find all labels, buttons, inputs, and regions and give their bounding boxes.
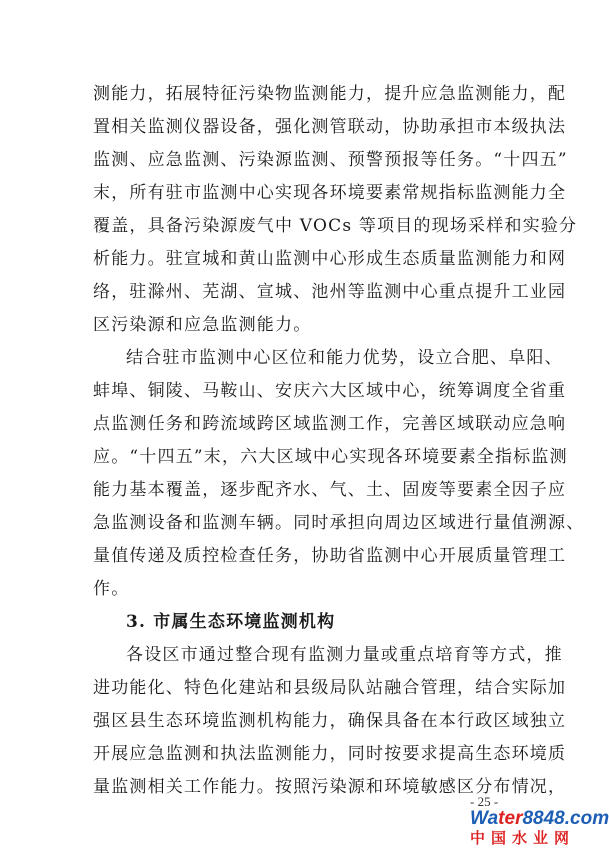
text-line: 能力基本覆盖，逐步配齐水、气、土、固废等要素全因子应: [93, 480, 567, 500]
text-line: 区污染源和应急监测能力。: [93, 315, 312, 335]
text-line: 急监测设备和监测车辆。同时承担向周边区域进行量值溯源、: [93, 513, 585, 533]
text-line: 覆盖，具备污染源废气中 VOCs 等项目的现场采样和实验分: [93, 216, 578, 236]
watermark-brand-part: ter: [498, 808, 523, 829]
text-line: 析能力。驻宣城和黄山监测中心形成生态质量监测能力和网: [93, 249, 567, 269]
text-line: 点监测任务和跨流域跨区域监测工作，完善区域联动应急响: [93, 414, 567, 434]
text-line: 应。“十四五”末，六大区域中心实现各环境要素全指标监测: [93, 447, 568, 467]
section-heading: 3. 市属生态环境监测机构: [126, 612, 336, 632]
text-line: 各设区市通过整合现有监测力量或重点培育等方式，推: [126, 645, 563, 665]
text-line: 蚌埠、铜陵、马鞍山、安庆六大区域中心，统筹调度全省重: [93, 381, 567, 401]
text-line: 强区县生态环境监测机构能力，确保具备在本行政区域独立: [93, 711, 567, 731]
page-number: - 25 -: [470, 794, 499, 809]
watermark-brand-part: 8848: [522, 808, 565, 829]
text-line: 作。: [93, 579, 130, 599]
text-line: 置相关监测仪器设备，强化测管联动，协助承担市本级执法: [93, 117, 567, 137]
text-line: 量监测相关工作能力。按照污染源和环境敏感区分布情况，: [93, 777, 567, 797]
watermark-brand-part: Wa: [470, 808, 499, 829]
watermark-subtitle: 中国水业网: [470, 830, 576, 847]
text-line: 末，所有驻市监测中心实现各环境要素常规指标监测能力全: [93, 183, 567, 203]
text-line: 进功能化、特色化建站和县级局队站融合管理，结合实际加: [93, 678, 567, 698]
text-line: 开展应急监测和执法监测能力，同时按要求提高生态环境质: [93, 744, 567, 764]
text-line: 络，驻滁州、芜湖、宣城、池州等监测中心重点提升工业园: [93, 282, 567, 302]
watermark-logo: [470, 808, 609, 848]
watermark-brand-part: .com: [564, 808, 609, 829]
text-line: 结合驻市监测中心区位和能力优势，设立合肥、阜阳、: [126, 348, 563, 368]
text-line: 量值传递及质控检查任务，协助省监测中心开展质量管理工: [93, 546, 567, 566]
text-line: 测能力，拓展特征污染物监测能力，提升应急监测能力，配: [93, 84, 567, 104]
text-line: 监测、应急监测、污染源监测、预警预报等任务。“十四五”: [93, 150, 568, 170]
